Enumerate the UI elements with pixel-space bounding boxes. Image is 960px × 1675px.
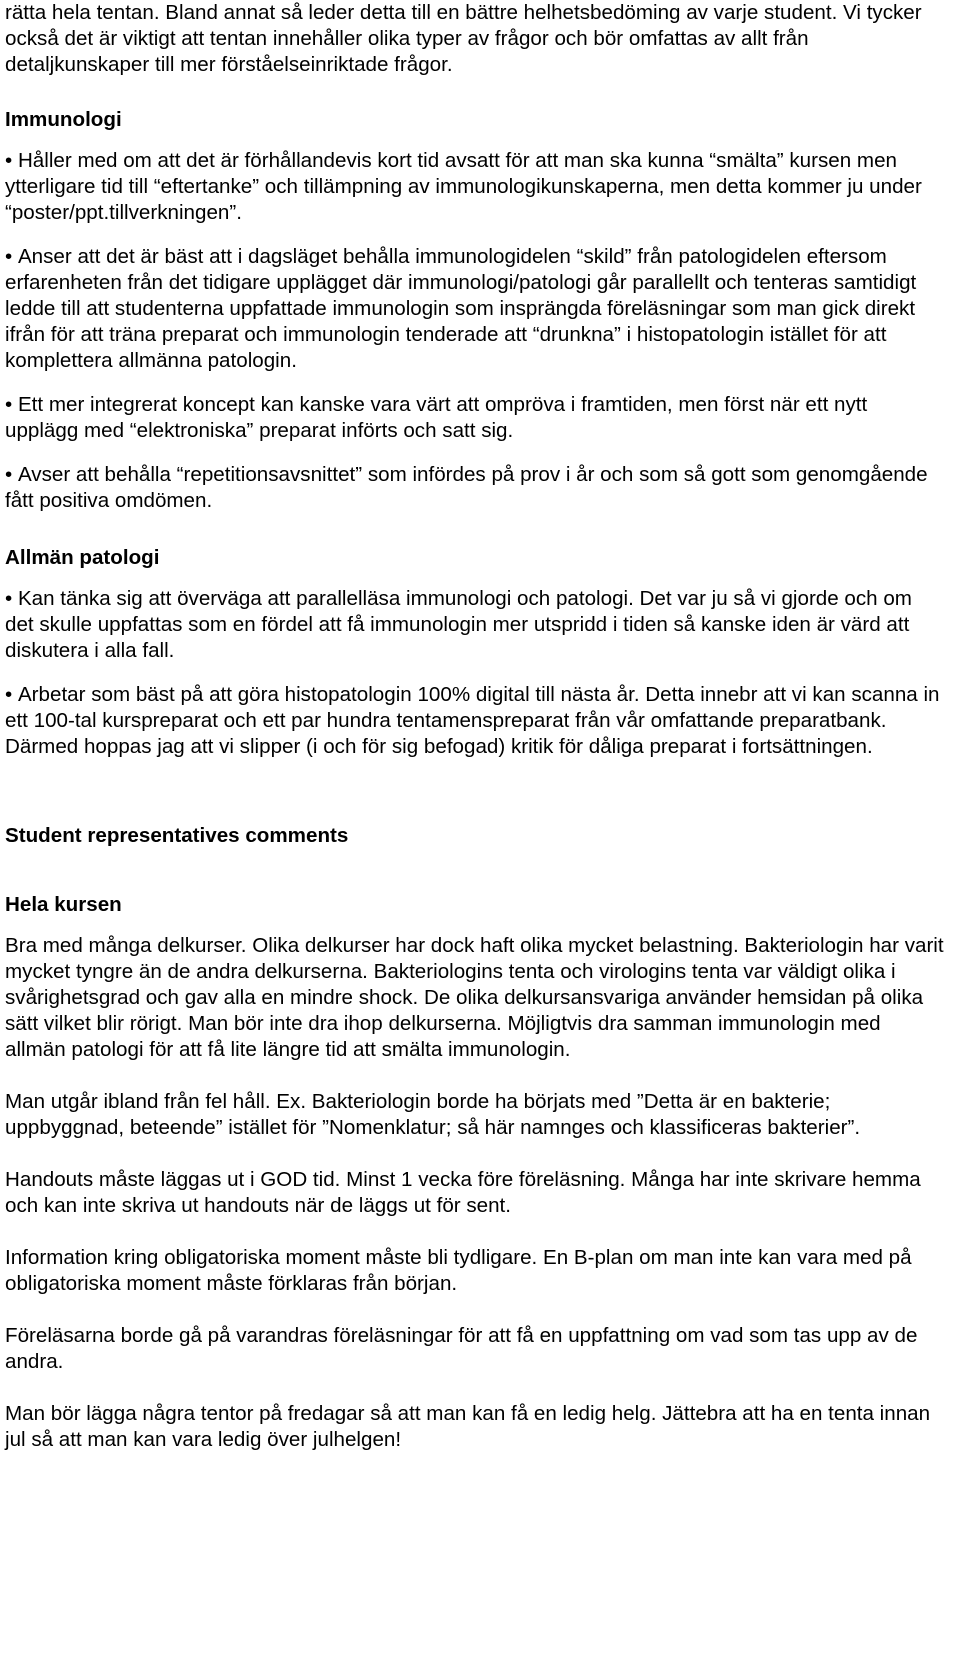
allman-patologi-heading: Allmän patologi [5, 546, 160, 569]
hela-kursen-heading: Hela kursen [5, 893, 122, 916]
document-page [5, 0, 945, 1453]
student-comment-paragraph-1: Bra med många delkurser. Olika delkurser har dock haft olika mycket belastning. Bakteriologin har varit mycket tyngre än de andra delkurserna. Bakteriologins tenta och virologins tenta var väldigt olika i svårighetsgrad och gav alla en mindre shock. De olika delkursansvariga använder hemsidan på olika sätt vilket blir rörigt. Man bör inte dra ihop delkurserna. Möjligtvis dra samman immunologin med allmän patologi för att få lite längre tid att smälta immunologin. [5, 934, 944, 1061]
allman-patologi-bullet-1: • Kan tänka sig att överväga att parallelläsa immunologi och patologi. Det var ju så vi gjorde och om det skulle uppfattas som en fördel att få immunologin mer utspridd i tiden så kanske iden är värd att diskutera i alla fall. [5, 586, 945, 664]
immunologi-bullet-1: • Håller med om att det är förhållandevis kort tid avsatt för att man ska kunna “smälta” kursen men ytterligare tid till “eftertanke” och tillämpning av immunologikunskaperna, men detta kommer ju under “poster/ppt.tillverkningen”. [5, 148, 945, 226]
immunologi-bullet-3: • Ett mer integrerat koncept kan kanske vara värt att ompröva i framtiden, men först när ett nytt upplägg med “elektroniska” preparat införts och satt sig. [5, 392, 945, 444]
student-comment-paragraph-5: Föreläsarna borde gå på varandras föreläsningar för att få en uppfattning om vad som tas upp av de andra. [5, 1324, 918, 1373]
student-comment-paragraph-3: Handouts måste läggas ut i GOD tid. Minst 1 vecka före föreläsning. Många har inte skrivare hemma och kan inte skriva ut handouts när de läggs ut för sent. [5, 1168, 921, 1217]
student-comment-paragraph-6: Man bör lägga några tentor på fredagar så att man kan få en ledig helg. Jättebra att ha en tenta innan jul så att man kan vara ledig över julhelgen! [5, 1402, 931, 1451]
immunologi-bullet-2: • Anser att det är bäst att i dagsläget behålla immunologidelen “skild” från patologidelen eftersom erfarenheten från det tidigare upplägget där immunologi/patologi går parallellt och tenteras samtidigt ledde till att studenterna uppfattade immunologin som insprängda föreläsningar som man gick direkt ifrån för att träna preparat och immunologin tenderade att “drunkna” i histopatologin istället för att komplettera allmänna patologin. [5, 244, 945, 374]
student-comment-paragraph-2: Man utgår ibland från fel håll. Ex. Bakteriologin borde ha börjats med ”Detta är en bakterie; uppbyggnad, beteende” istället för ”Nomenklatur; så här namnges och klassificeras bakterier”. [5, 1090, 861, 1139]
immunologi-heading: Immunologi [5, 108, 122, 131]
intro-paragraph: rätta hela tentan. Bland annat så leder detta till en bättre helhetsbedöming av varje student. Vi tycker också det är viktigt att tentan innehåller olika typer av frågor och bör omfattas av allt från detaljkunskaper till mer förståelseinriktade frågor. [5, 1, 922, 76]
student-representatives-heading: Student representatives comments [5, 824, 349, 847]
allman-patologi-bullet-2: • Arbetar som bäst på att göra histopatologin 100% digital till nästa år. Detta innebr att vi kan scanna in ett 100-tal kurspreparat och ett par hundra tentamenspreparat från vår omfattande preparatbank. Därmed hoppas jag att vi slipper (i och för sig befogad) kritik för dåliga preparat i fortsättningen. [5, 682, 945, 760]
student-comment-paragraph-4: Information kring obligatoriska moment måste bli tydligare. En B-plan om man inte kan vara med på obligatoriska moment måste förklaras från början. [5, 1246, 912, 1295]
immunologi-bullet-4: • Avser att behålla “repetitionsavsnittet” som infördes på prov i år och som så gott som genomgående fått positiva omdömen. [5, 462, 945, 514]
